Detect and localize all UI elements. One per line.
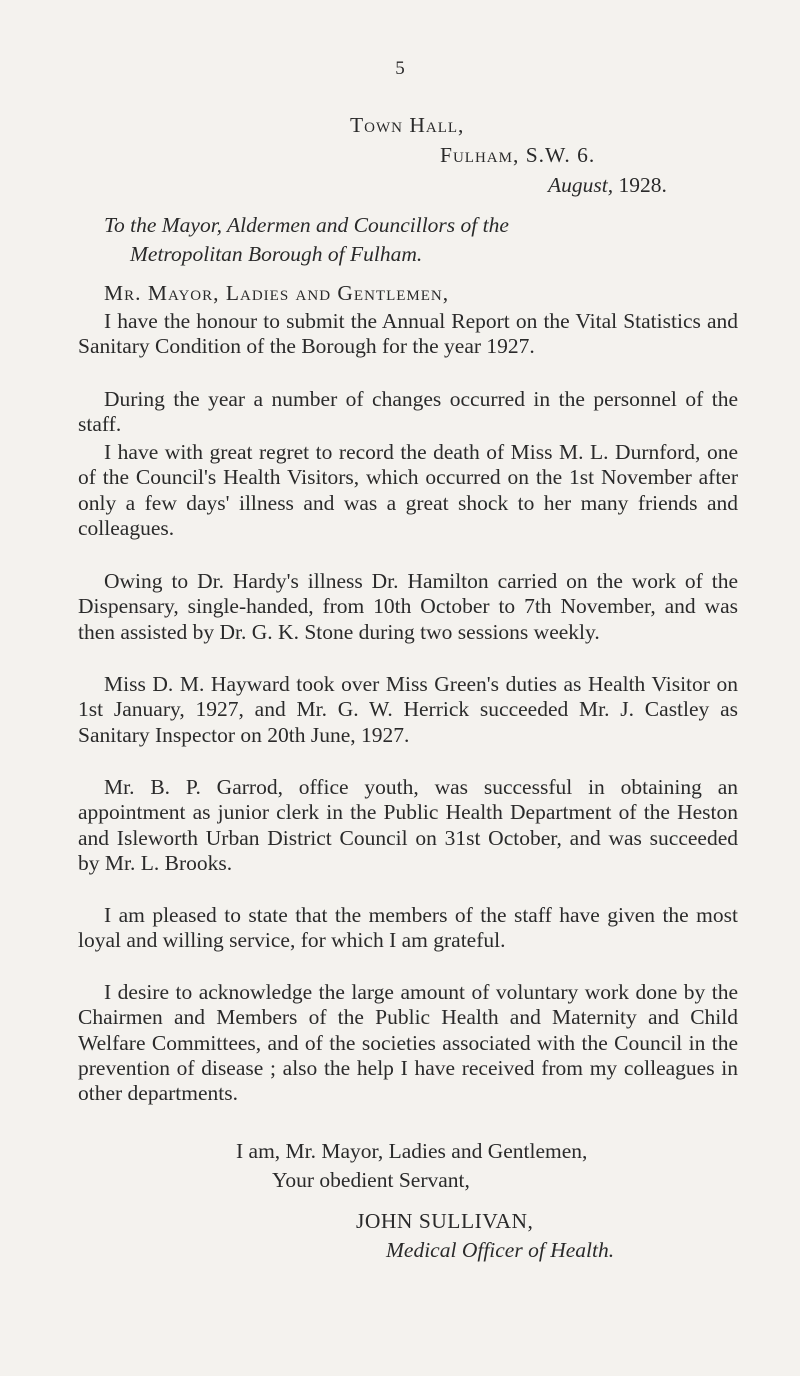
- date-month: August,: [548, 173, 614, 197]
- salutation: Mr. Mayor, Ladies and Gentlemen,: [104, 281, 450, 305]
- address-line-1: Town Hall,: [350, 113, 465, 137]
- closing-line-1: I am, Mr. Mayor, Ladies and Gentlemen,: [236, 1139, 588, 1163]
- letter-date: [548, 172, 667, 198]
- paragraph-garrod: Mr. B. P. Garrod, office youth, was successful in obtaining an appointment as junior clerk in the Public Health Department of the Heston and Isleworth Urban District Council on 31st October, and was succeeded by Mr. L. Brooks.: [78, 775, 738, 875]
- signatory-name: JOHN SULLIVAN,: [356, 1209, 534, 1233]
- paragraph-acknowledgements: I desire to acknowledge the large amount of voluntary work done by the Chairmen and Members of the Public Health and Maternity and Child Welfare Committees, and of the societies associated with the Council in the prevention of disease ; also the help I have received from my colleagues in other departments.: [78, 980, 738, 1106]
- closing-line-2: Your obedient Servant,: [272, 1168, 470, 1192]
- addressee-line-2: Metropolitan Borough of Fulham.: [130, 242, 423, 266]
- paragraph-durnford: I have with great regret to record the death of Miss M. L. Durnford, one of the Council's Health Visitors, which occurred on the 1st November after only a few days' illness and was a great shock to her many friends and colleagues.: [78, 440, 738, 540]
- paragraph-staff-thanks: I am pleased to state that the members of the staff have given the most loyal and willing service, for which I am grateful.: [78, 903, 738, 953]
- paragraph-appointments: Miss D. M. Hayward took over Miss Green's duties as Health Visitor on 1st January, 1927, and Mr. G. W. Herrick succeeded Mr. J. Castley as Sanitary Inspector on 20th June, 1927.: [78, 672, 738, 747]
- address-line-2: Fulham, S.W. 6.: [440, 143, 596, 167]
- paragraph-dispensary: Owing to Dr. Hardy's illness Dr. Hamilton carried on the work of the Dispensary, single-handed, from 10th October to 7th November, and was then assisted by Dr. G. K. Stone during two sessions weekly.: [78, 569, 738, 644]
- page-number: 5: [395, 58, 405, 79]
- signatory-title: Medical Officer of Health.: [386, 1238, 615, 1262]
- date-year: 1928.: [618, 173, 667, 197]
- addressee-line-1: To the Mayor, Aldermen and Councillors of the: [104, 213, 509, 237]
- paragraph-report-intro: I have the honour to submit the Annual Report on the Vital Statistics and Sanitary Condition of the Borough for the year 1927.: [78, 309, 738, 359]
- paragraph-staff-changes: During the year a number of changes occurred in the personnel of the staff.: [78, 387, 738, 437]
